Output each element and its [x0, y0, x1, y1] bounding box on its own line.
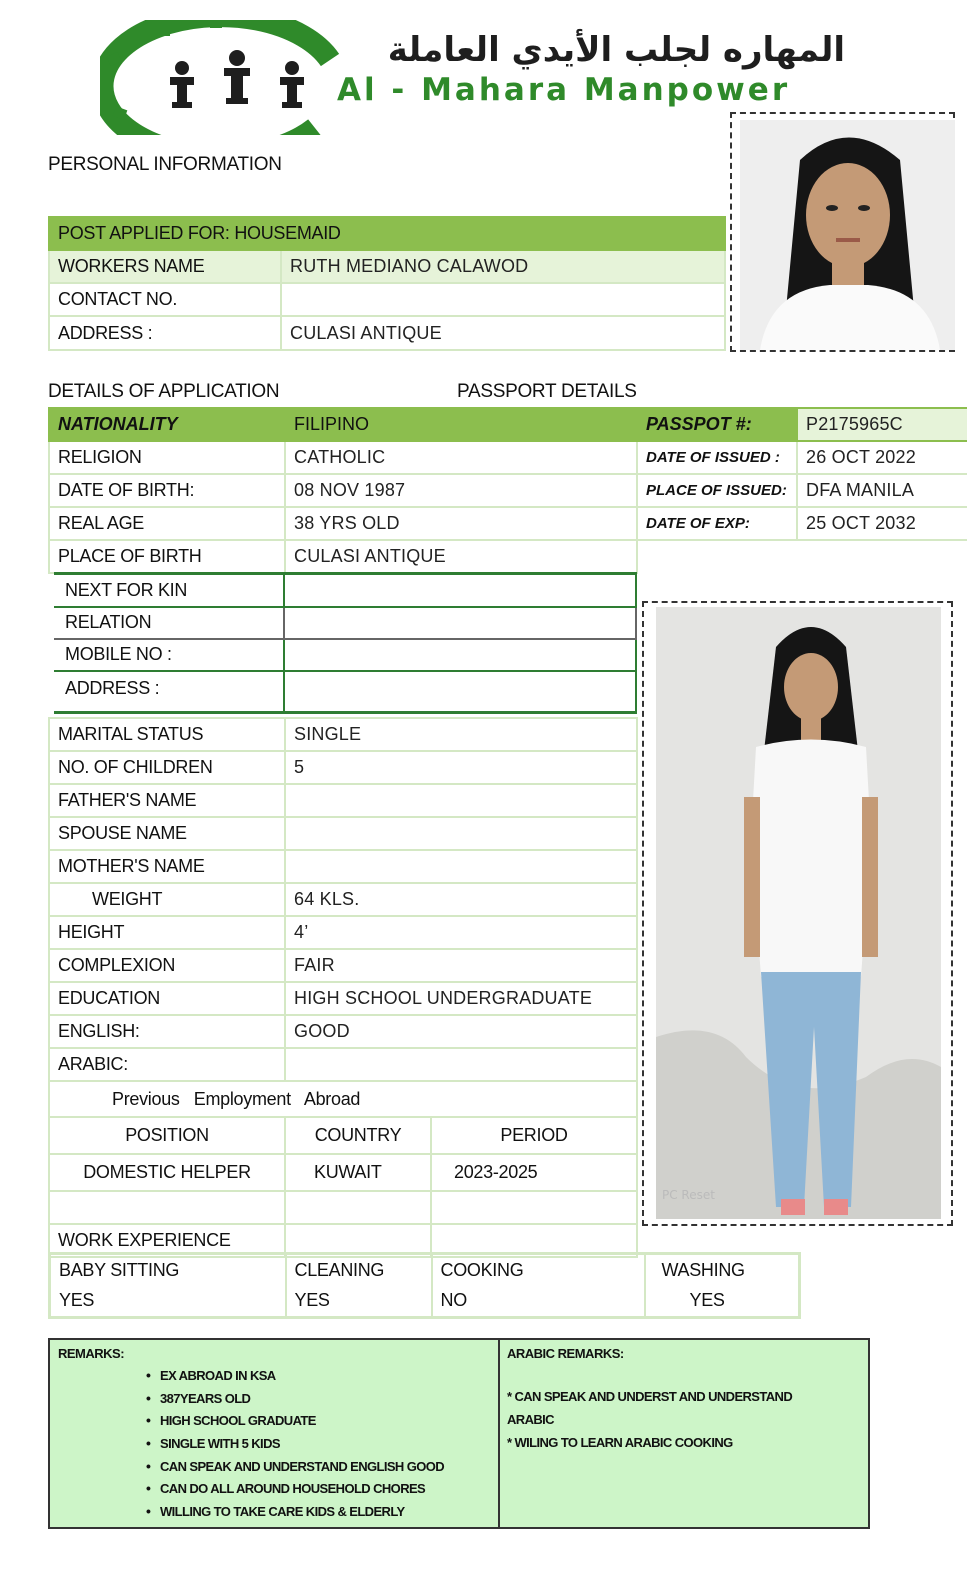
kin-mobile-value — [284, 639, 636, 671]
skill-cooking-label: COOKING — [432, 1254, 645, 1286]
height-value: 4’ — [285, 916, 637, 949]
employment-title: Previous Employment Abroad — [49, 1081, 637, 1117]
skill-washing-label: WASHING — [645, 1254, 800, 1286]
period-header: PERIOD — [431, 1117, 637, 1154]
contact-no-value — [281, 283, 725, 316]
remark-item: • EX ABROAD IN KSA — [146, 1367, 276, 1383]
position-header: POSITION — [49, 1117, 285, 1154]
place-of-birth-value: CULASI ANTIQUE — [285, 540, 637, 573]
remark-item: • 387YEARS OLD — [146, 1389, 251, 1406]
passport-table — [636, 407, 967, 541]
employment-position: DOMESTIC HELPER — [49, 1154, 285, 1191]
skill-baby-sitting-label: BABY SITTING — [50, 1254, 286, 1286]
skill-washing-value: YES — [645, 1286, 800, 1318]
next-of-kin-label: NEXT FOR KIN — [54, 574, 284, 607]
logo-arabic-name: المهاره لجلب الأيدي العاملة — [387, 30, 845, 70]
logo-english-name: Al - Mahara Manpower — [337, 72, 791, 108]
full-body-photo-frame — [642, 601, 953, 1226]
marital-status-value: SINGLE — [285, 718, 637, 751]
complexion-value: FAIR — [285, 949, 637, 982]
country-header: COUNTRY — [285, 1117, 431, 1154]
kin-address-value — [284, 671, 636, 713]
religion-label: RELIGION — [49, 441, 285, 474]
personal-info-table — [48, 216, 726, 351]
skill-cleaning-value: YES — [286, 1286, 432, 1318]
arabic-remark-line-2: ARABIC — [507, 1412, 554, 1427]
mothers-name-value — [285, 850, 637, 883]
date-of-issue-value: 26 OCT 2022 — [797, 441, 967, 474]
photo-watermark: PC Reset — [662, 1188, 715, 1202]
remark-item: • HIGH SCHOOL GRADUATE — [146, 1412, 316, 1429]
details-table — [48, 407, 638, 574]
arabic-remark-line-3: * WILING TO LEARN ARABIC COOKING — [507, 1435, 733, 1450]
spouse-name-label: SPOUSE NAME — [49, 817, 285, 850]
employment-country: KUWAIT — [285, 1154, 431, 1191]
english-value: GOOD — [285, 1015, 637, 1048]
place-of-issue-label: PLACE OF ISSUED: — [637, 474, 797, 507]
next-of-kin-value — [284, 574, 636, 607]
english-label: ENGLISH: — [49, 1015, 285, 1048]
height-label: HEIGHT — [49, 916, 285, 949]
date-of-expiry-value: 25 OCT 2032 — [797, 507, 967, 540]
children-label: NO. OF CHILDREN — [49, 751, 285, 784]
real-age-label: REAL AGE — [49, 507, 285, 540]
spouse-name-value — [285, 817, 637, 850]
employment-period-empty — [431, 1191, 637, 1224]
personal-info-title: PERSONAL INFORMATION — [48, 154, 282, 175]
relation-label: RELATION — [54, 607, 284, 639]
work-experience-title: WORK EXPERIENCE — [49, 1224, 285, 1257]
remark-item: • WILLING TO TAKE CARE KIDS & ELDERLY — [146, 1503, 405, 1520]
weight-value: 64 KLS. — [285, 883, 637, 916]
remark-item: • SINGLE WITH 5 KIDS — [146, 1435, 280, 1452]
gear-logo-icon — [100, 20, 350, 135]
portrait-photo-frame — [730, 112, 955, 352]
passport-number-label: PASSPOT #: — [637, 408, 797, 441]
address-label: ADDRESS : — [49, 316, 281, 350]
remarks-box — [48, 1338, 870, 1529]
nationality-label: NATIONALITY — [49, 408, 285, 441]
skill-cooking-value: NO — [432, 1286, 645, 1318]
address-value: CULASI ANTIQUE — [281, 316, 725, 350]
skill-cleaning-label: CLEANING — [286, 1254, 432, 1286]
more-details-table — [48, 717, 638, 1082]
arabic-remarks-title: ARABIC REMARKS: — [507, 1346, 624, 1361]
mothers-name-label: MOTHER'S NAME — [49, 850, 285, 883]
nationality-value: FILIPINO — [285, 408, 637, 441]
post-applied-header: POST APPLIED FOR: HOUSEMAID — [49, 217, 725, 250]
kin-mobile-label: MOBILE NO : — [54, 639, 284, 671]
remarks-list — [146, 1364, 444, 1523]
remark-item: • CAN DO ALL AROUND HOUSEHOLD CHORES — [146, 1480, 426, 1497]
arabic-label: ARABIC: — [49, 1048, 285, 1081]
workers-name-value: RUTH MEDIANO CALAWOD — [281, 250, 725, 283]
employment-country-empty — [285, 1191, 431, 1224]
arabic-remark-line-1: * CAN SPEAK AND UNDERST AND UNDERSTAND — [507, 1389, 793, 1404]
employment-position-empty — [49, 1191, 285, 1224]
workers-name-label: WORKERS NAME — [49, 250, 281, 283]
real-age-value: 38 YRS OLD — [285, 507, 637, 540]
education-value: HIGH SCHOOL UNDERGRADUATE — [285, 982, 637, 1015]
date-of-expiry-label: DATE OF EXP: — [637, 507, 797, 540]
remark-item: • CAN SPEAK AND UNDERSTAND ENGLISH GOOD — [146, 1457, 445, 1474]
arabic-value — [285, 1048, 637, 1081]
full-body-photo — [656, 607, 941, 1219]
portrait-photo — [740, 120, 955, 350]
relation-value — [284, 607, 636, 639]
employment-period: 2023-2025 — [431, 1154, 637, 1191]
fathers-name-label: FATHER'S NAME — [49, 784, 285, 817]
date-of-birth-value: 08 NOV 1987 — [285, 474, 637, 507]
passport-details-title: PASSPORT DETAILS — [457, 381, 637, 402]
education-label: EDUCATION — [49, 982, 285, 1015]
fathers-name-value — [285, 784, 637, 817]
contact-no-label: CONTACT NO. — [49, 283, 281, 316]
religion-value: CATHOLIC — [285, 441, 637, 474]
employment-table — [48, 1080, 638, 1258]
date-of-issue-label: DATE OF ISSUED : — [637, 441, 797, 474]
kin-address-label: ADDRESS : — [54, 671, 284, 713]
details-of-application-title: DETAILS OF APPLICATION — [48, 381, 280, 402]
place-of-birth-label: PLACE OF BIRTH — [49, 540, 285, 573]
complexion-label: COMPLEXION — [49, 949, 285, 982]
skill-baby-sitting-value: YES — [50, 1286, 286, 1318]
marital-status-label: MARITAL STATUS — [49, 718, 285, 751]
children-value: 5 — [285, 751, 637, 784]
date-of-birth-label: DATE OF BIRTH: — [49, 474, 285, 507]
remarks-title: REMARKS: — [58, 1346, 125, 1361]
skills-table — [48, 1252, 801, 1319]
next-of-kin-table — [54, 572, 637, 714]
passport-number-value: P2175965C — [797, 408, 967, 441]
place-of-issue-value: DFA MANILA — [797, 474, 967, 507]
weight-label: WEIGHT — [49, 883, 285, 916]
